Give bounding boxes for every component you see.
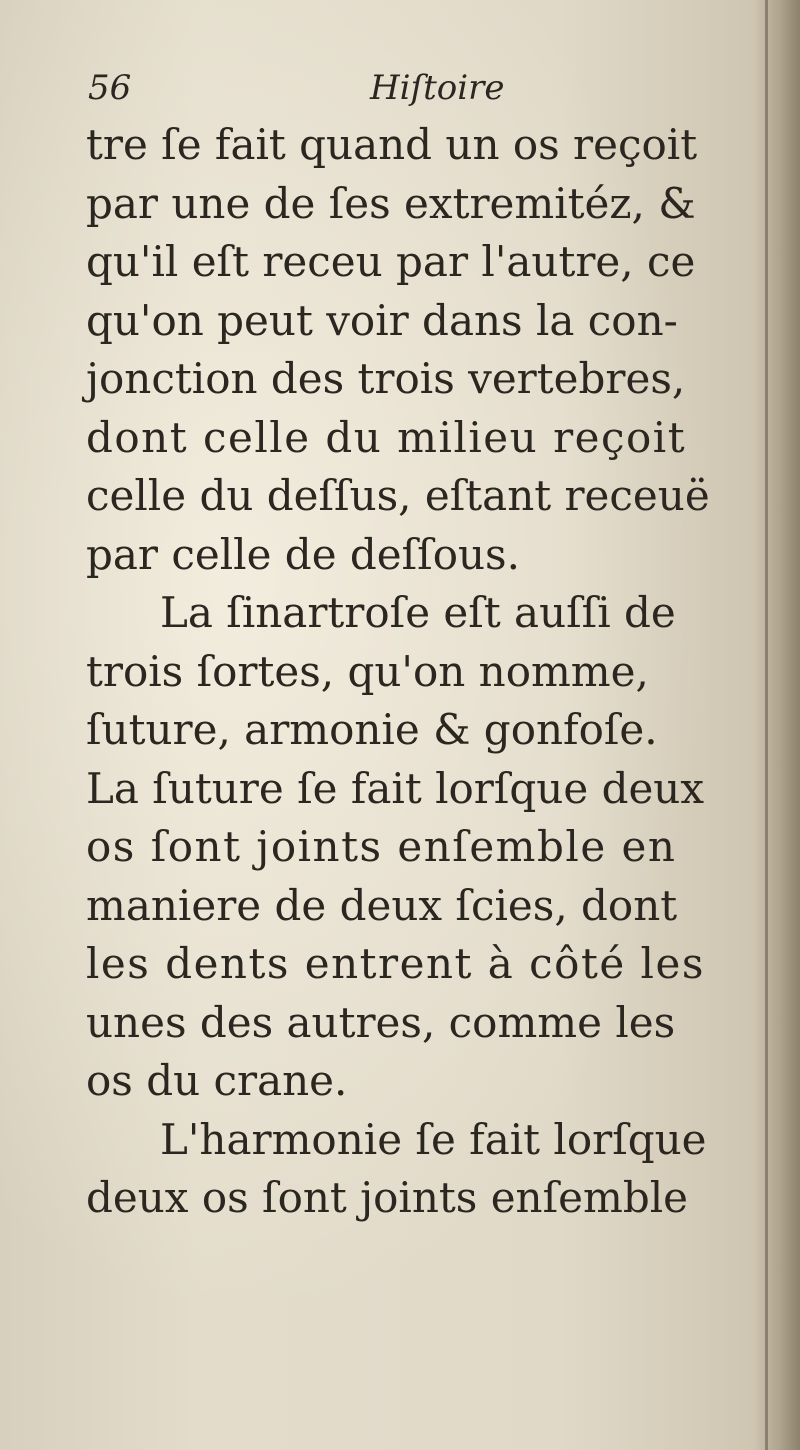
running-head (88, 68, 648, 118)
paragraph-start-line: La ſinartroſe eſt auſſi de (160, 588, 676, 637)
paragraph-start-line: L'harmonie ſe fait lorſque (160, 1114, 707, 1164)
text-line: les dents entrent à côté les (86, 939, 705, 988)
text-line: ſuture, armonie & gonfoſe. (86, 705, 658, 754)
text-line: jonction des trois vertebres, (86, 354, 686, 403)
text-line: deux os ſont joints enſemble (86, 1173, 689, 1222)
text-line: os ſont joints enſemble en (86, 822, 677, 871)
text-line: trois ſortes, qu'on nomme, (86, 646, 649, 696)
running-title: Hiſtoire (370, 68, 505, 108)
body-text (86, 116, 758, 1228)
text-line: maniere de deux ſcies, dont (86, 880, 678, 930)
page-number: 56 (88, 68, 132, 108)
text-line: unes des autres, comme les (86, 997, 676, 1047)
text-line: qu'on peut voir dans la con- (86, 295, 678, 345)
text-line: dont celle du milieu reçoit (86, 412, 687, 462)
text-line: qu'il eſt receu par l'autre, ce (86, 237, 696, 286)
page-edge (765, 0, 768, 1450)
text-line: par une de ſes extremitéz, & (86, 178, 696, 228)
text-line: tre ſe fait quand un os reçoit (86, 120, 698, 169)
text-line: celle du deſſus, eſtant receuë (86, 471, 710, 520)
page-gutter-shadow (754, 0, 800, 1450)
text-line: par celle de deſſous. (86, 529, 520, 579)
text-line: os du crane. (86, 1056, 348, 1105)
text-line: La ſuture ſe fait lorſque deux (86, 763, 705, 813)
